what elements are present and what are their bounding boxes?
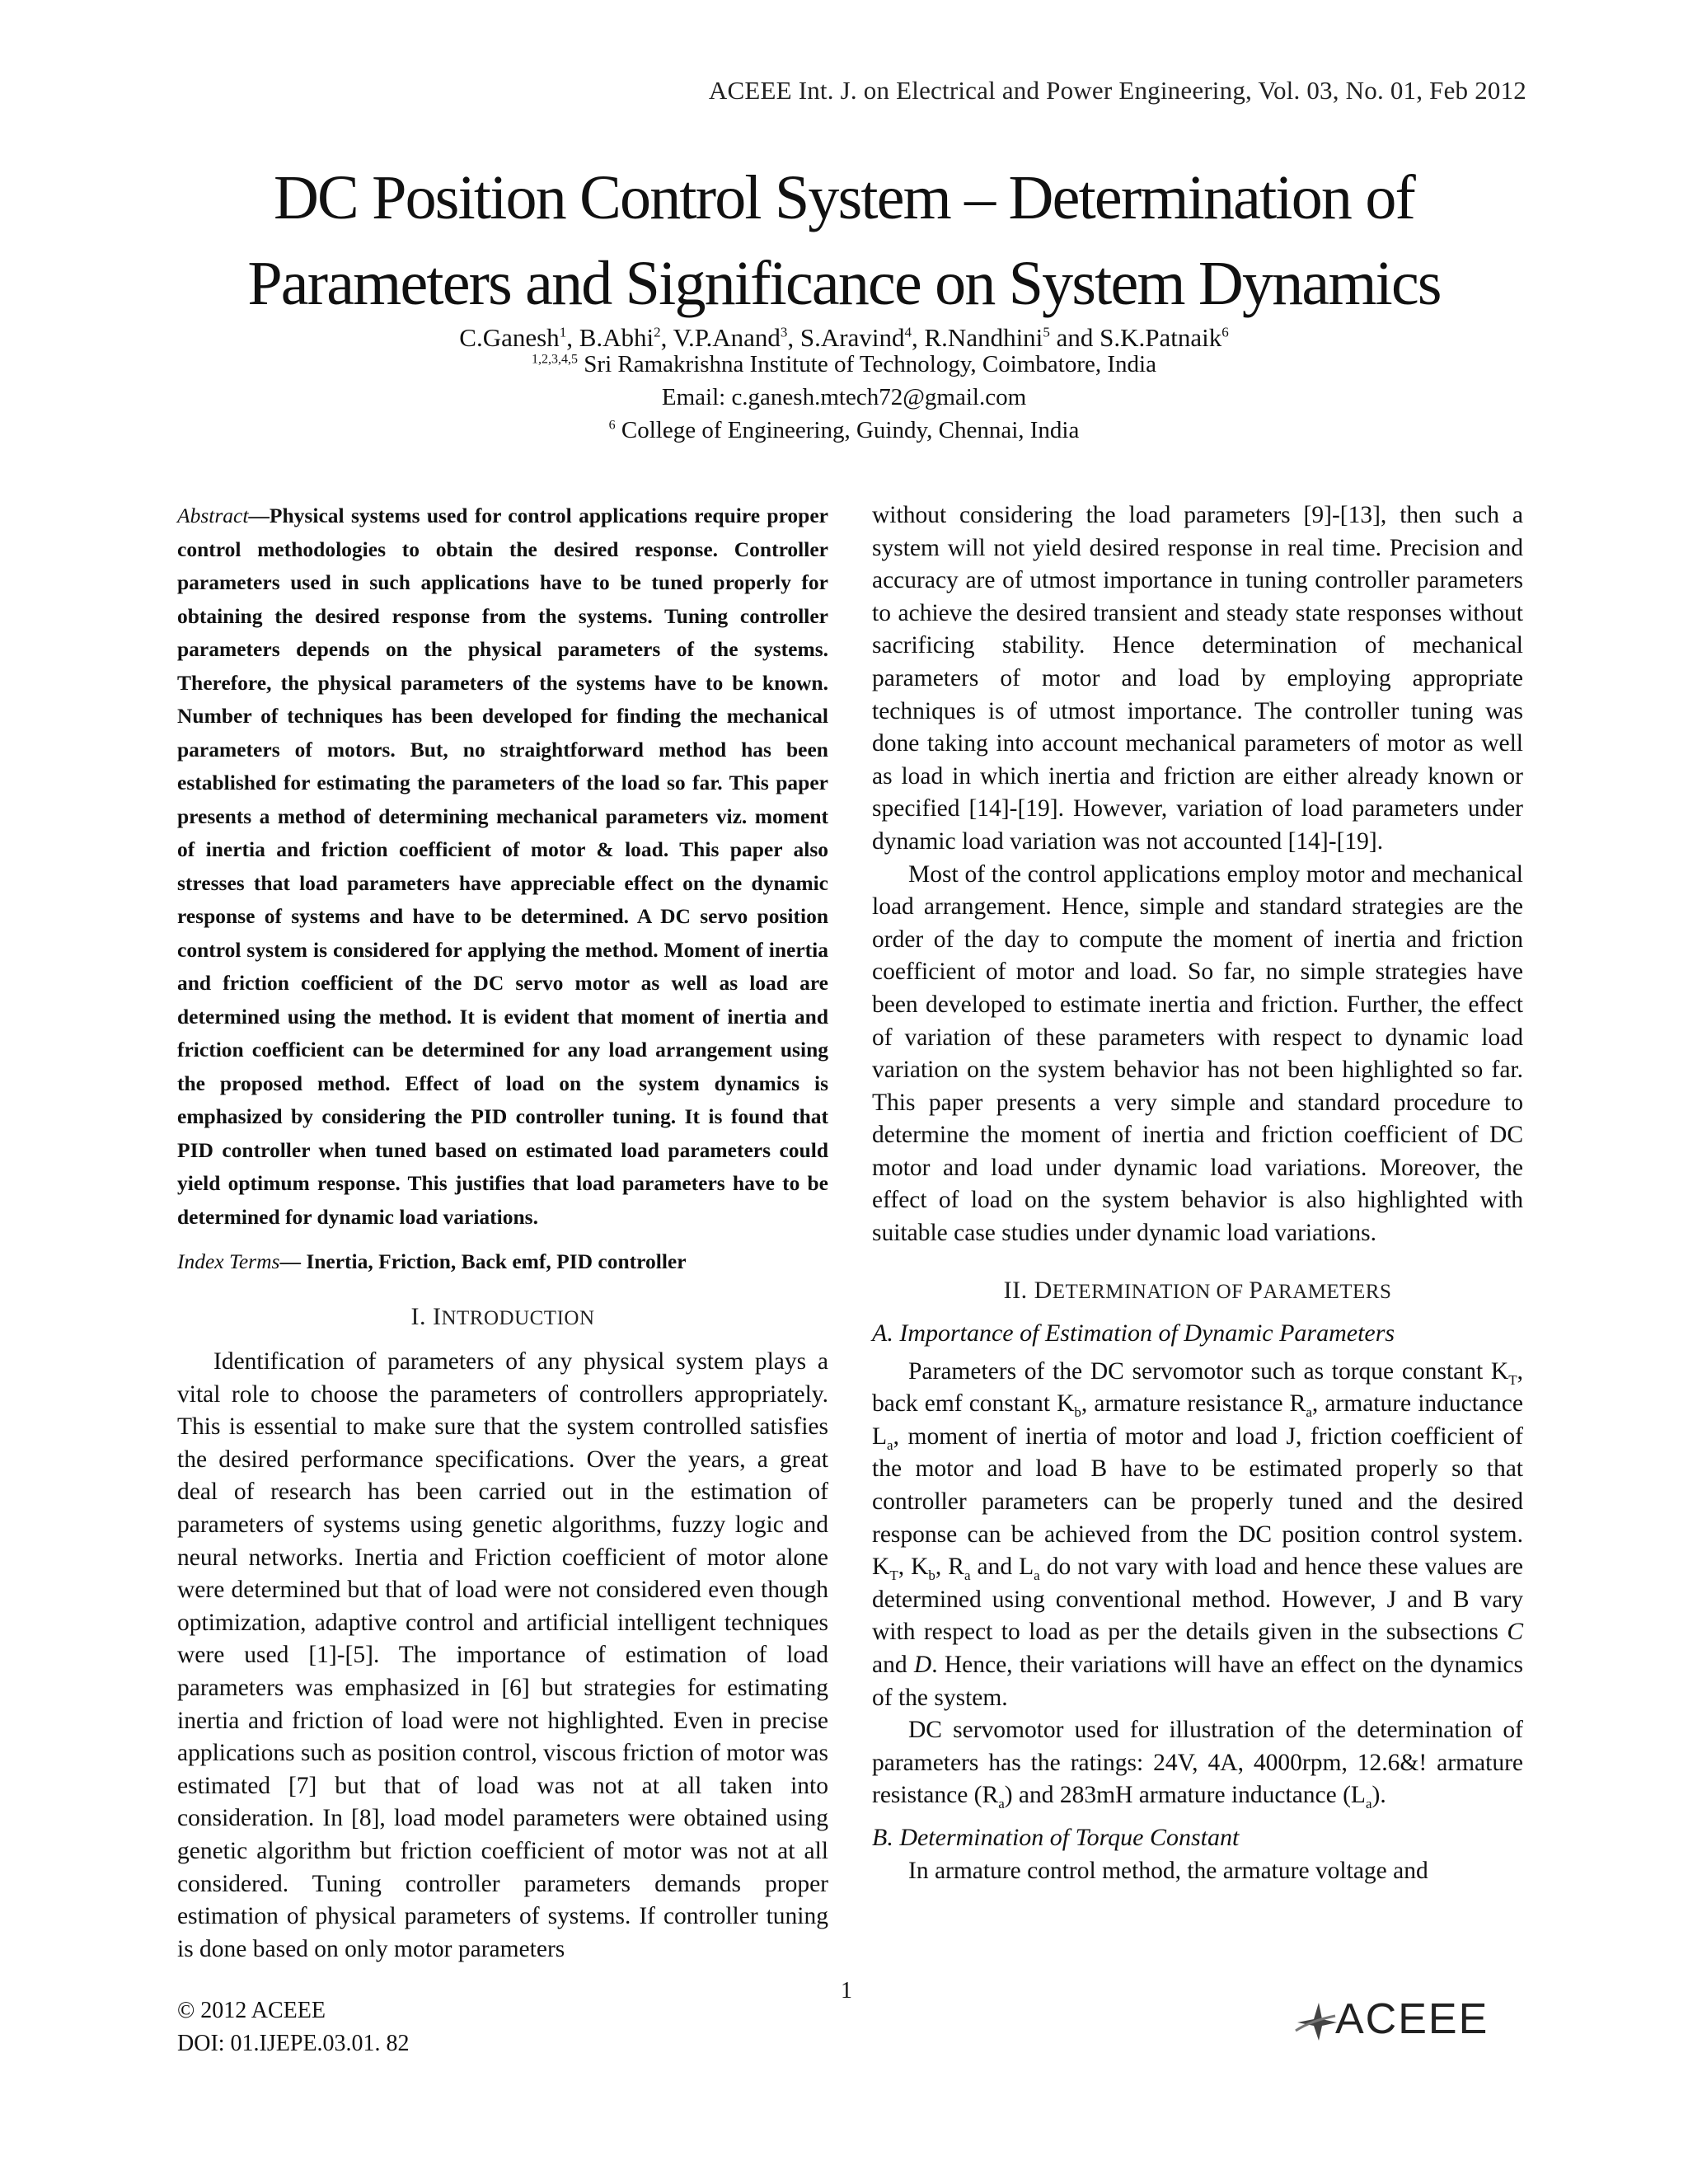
affiliation-1: $^{1,2,3,4,5}$ Sri Ramakrishna Institute of Technology, Coimbatore, India xyxy=(532,351,1156,377)
title-line-1: DC Position Control System – Determination of xyxy=(273,163,1415,232)
author: S.Aravind$^4$, xyxy=(799,323,925,353)
intro-paragraph: Identification of parameters of any physical system plays a vital role to choose the parameters of controllers appropriately. This is essential to make sure that the system controlled satisfies the desired performance specifications. Over the years, a great deal of research has been carried out in the estimation of parameters of systems using genetic algorithms, fuzzy logic and neural networks. Inertia and Friction coefficient of motor alone were determined but that of load were not considered even though optimization, adaptive control and artificial intelligent techniques were used [1]-[5]. The importance of estimation of load parameters was emphasized in [6] but strategies for estimating inertia and friction of load were not highlighted. Even in precise applications such as position control, viscous friction of motor was estimated [7] but that of load was not at all taken into consideration. In [8], load model parameters were obtained using genetic algorithm but friction coefficient of motor was not at all considered. Tuning controller parameters demands proper estimation of physical parameters of systems. If controller tuning is done based on only motor parameters xyxy=(177,1348,828,1962)
page-number: 1 xyxy=(841,1978,852,2004)
email-line: Email: c.ganesh.mtech72@gmail.com xyxy=(661,384,1027,410)
index-terms: Index Terms— Inertia, Friction, Back emf, PID controller xyxy=(177,1249,687,1273)
subsection-b-paragraph-1: In armature control method, the armature voltage and xyxy=(908,1857,1428,1884)
running-head: ACEEE Int. J. on Electrical and Power Engineering, Vol. 03, No. 01, Feb 2012 xyxy=(708,76,1526,105)
subsection-heading-a: A. Importance of Estimation of Dynamic Parameters xyxy=(872,1319,1395,1347)
copyright: © 2012 ACEEE xyxy=(177,1998,326,2023)
author: B.Abhi$^2$, xyxy=(579,323,673,353)
abstract: Abstract—Physical systems used for control applications require proper control methodologies to obtain the desired response. Controller parameters used in such applications have to be tuned properly for obtaining the desired response from the systems. Tuning controller parameters depends on the physical parameters of the systems. Therefore, the physical parameters of the systems have to be known. Number of techniques has been developed for finding the mechanical parameters of motors. But, no straightforward method has been established for estimating the parameters of the load so far. This paper presents a method of determining mechanical parameters viz. moment of inertia and friction coefficient of motor & load. This paper also stresses that load parameters have appreciable effect on the dynamic response of systems and have to be determined. A DC servo position control system is considered for applying the method. Moment of inertia and friction coefficient of the DC servo motor as well as load are determined using the method. It is evident that moment of inertia and friction coefficient can be determined for any load arrangement using the proposed method. Effect of load on the system dynamics is emphasized by considering the PID controller tuning. It is found that PID controller when tuned based on estimated load parameters could yield optimum response. This justifies that load parameters have to be determined for dynamic load variations. xyxy=(177,504,828,1229)
aceee-logo xyxy=(1294,1994,1525,2044)
logo-text: ACEEE xyxy=(1335,1995,1489,2043)
affiliation-2: $^6$ College of Engineering, Guindy, Chennai, India xyxy=(608,417,1080,443)
right-column xyxy=(872,499,1523,1888)
footer-copyright xyxy=(177,1994,410,2060)
left-column xyxy=(177,499,828,1966)
star-swoosh-icon xyxy=(1294,1998,1340,2044)
right-paragraph-2: Most of the control applications employ motor and mechanical load arrangement. Hence, simple and standard strategies are the order of the day to compute the moment of inertia and friction coefficient of motor and load. So far, no simple strategies have been developed to estimate inertia and friction. Further, the effect of variation of these parameters with respect to dynamic load variation on the system behavior has not been highlighted so far. This paper presents a very simple and standard procedure to determine the moment of inertia and friction coefficient of DC motor and load under dynamic load variations. Moreover, the effect of load on the system behavior is also highlighted with suitable case studies under dynamic load variations. xyxy=(872,860,1523,1247)
author: R.Nandhini$^5$ and xyxy=(924,323,1100,353)
right-paragraph-1: without considering the load parameters [9]-[13], then such a system will not yield desired response in real time. Precision and accuracy are of utmost importance in tuning controller parameters to achieve the desired transient and steady state responses without sacrificing stability. Hence determination of mechanical parameters of motor and load by employing appropriate techniques is of utmost importance. The controller tuning was done taking into account mechanical parameters of motor as well as load in which inertia and friction are either already known or specified [14]-[19]. However, variation of load parameters under dynamic load variation was not accounted [14]-[19]. xyxy=(872,502,1523,855)
section-heading-determination: II. DETERMINATION OF PARAMETERS xyxy=(1003,1276,1392,1304)
author: S.K.Patnaik$^6$ xyxy=(1100,323,1229,353)
subsection-heading-b: B. Determination of Torque Constant xyxy=(872,1823,1240,1851)
author: V.P.Anand$^3$, xyxy=(673,323,800,353)
subsection-a-paragraph-2: DC servomotor used for illustration of the determination of parameters has the ratings: 24V, 4A, 4000rpm, 12.6&! armature resistance $(R_a)$ and 283mH armature inductance $(L_a)$. xyxy=(872,1717,1523,1812)
doi: DOI: 01.IJEPE.03.01. 82 xyxy=(177,2031,410,2056)
section-heading-introduction: I. INTRODUCTION xyxy=(410,1303,595,1330)
author: C.Ganesh$^1$, xyxy=(459,323,579,353)
author-list xyxy=(0,315,1688,356)
subsection-a-paragraph-1: Parameters of the DC servomotor such as torque constant $K_T$, back emf constant $K_b$, armature resistance $R_a$, armature inductance $L_a$, moment of inertia of motor and load J, friction coefficient of the motor and load B have to be estimated properly so that controller parameters can be properly tuned and the desired response can be achieved from the DC position control system. $K_T$, $K_b$, $R_a$ and $L_a$ do not vary with load and hence these values are determined using conventional method. However, J and B vary with respect to load as per the details given in the subsections C and D. Hence, their variations will have an effect on the dynamics of the system. xyxy=(872,1357,1524,1711)
paper-title xyxy=(0,155,1688,326)
title-line-2: Parameters and Significance on System Dynamics xyxy=(247,249,1441,318)
